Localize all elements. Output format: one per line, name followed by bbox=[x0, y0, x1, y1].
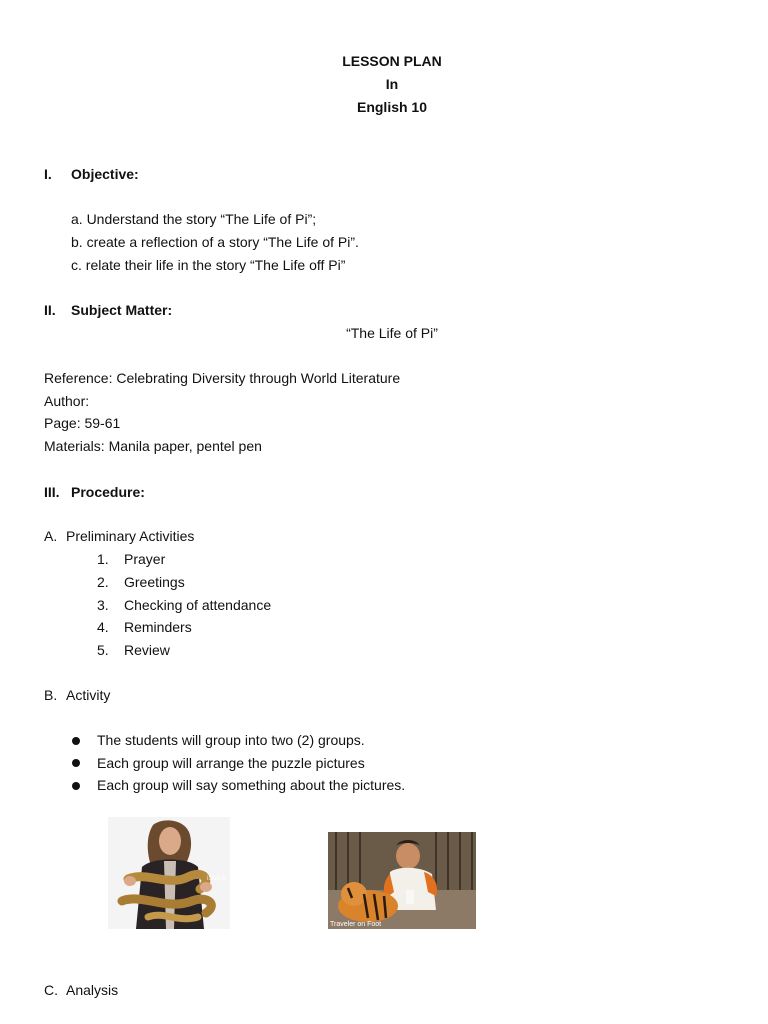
preliminary-item-text: Review bbox=[124, 642, 170, 658]
preliminary-item-text: Reminders bbox=[124, 619, 192, 635]
subject-matter-number: II. bbox=[44, 302, 56, 318]
preliminary-item-text: Prayer bbox=[124, 551, 166, 567]
reference-line: Reference: Celebrating Diversity through World Literature bbox=[44, 370, 401, 386]
preliminary-item-num: 5. bbox=[97, 642, 109, 658]
procedure-heading: Procedure: bbox=[71, 484, 145, 500]
preliminary-title: Preliminary Activities bbox=[66, 528, 195, 544]
activity-bullet-text: The students will group into two (2) groups. bbox=[97, 732, 365, 748]
activity-title: Activity bbox=[66, 687, 111, 703]
preliminary-item-num: 2. bbox=[97, 574, 109, 590]
boy-with-tiger-picture bbox=[328, 832, 476, 929]
bullet-icon bbox=[72, 737, 80, 745]
analysis-label: C. bbox=[44, 982, 58, 998]
objective-number: I. bbox=[44, 166, 52, 182]
bullet-icon bbox=[72, 782, 80, 790]
activity-bullet-text: Each group will say something about the pictures. bbox=[97, 777, 406, 793]
title-in: In bbox=[385, 76, 399, 92]
author-line: Author: bbox=[44, 393, 90, 409]
picture-watermark: iStock bbox=[206, 875, 226, 882]
bullet-icon bbox=[72, 759, 80, 767]
activity-label: B. bbox=[44, 687, 58, 703]
preliminary-item-text: Greetings bbox=[124, 574, 185, 590]
preliminary-item-num: 4. bbox=[97, 619, 109, 635]
preliminary-item-num: 3. bbox=[97, 597, 109, 613]
picture-caption: Traveler on Foot bbox=[330, 921, 382, 928]
objective-item-b: b. create a reflection of a story “The Life of Pi”. bbox=[71, 234, 359, 250]
man-with-snakes-picture bbox=[108, 817, 230, 929]
story-title: “The Life of Pi” bbox=[346, 325, 438, 341]
title-lesson-plan: LESSON PLAN bbox=[342, 53, 442, 69]
objective-item-a: a. Understand the story “The Life of Pi”; bbox=[71, 211, 317, 227]
preliminary-item-text: Checking of attendance bbox=[124, 597, 272, 613]
materials-line: Materials: Manila paper, pentel pen bbox=[44, 438, 262, 454]
page-line: Page: 59-61 bbox=[44, 415, 121, 431]
preliminary-label: A. bbox=[44, 528, 58, 544]
title-subject: English 10 bbox=[356, 99, 428, 115]
analysis-title: Analysis bbox=[66, 982, 119, 998]
objective-item-c: c. relate their life in the story “The Life off Pi” bbox=[71, 257, 346, 273]
activity-bullet-text: Each group will arrange the puzzle pictures bbox=[97, 755, 365, 771]
objective-heading: Objective: bbox=[71, 166, 139, 182]
preliminary-item-num: 1. bbox=[97, 551, 109, 567]
procedure-number: III. bbox=[44, 484, 60, 500]
subject-matter-heading: Subject Matter: bbox=[71, 302, 173, 318]
